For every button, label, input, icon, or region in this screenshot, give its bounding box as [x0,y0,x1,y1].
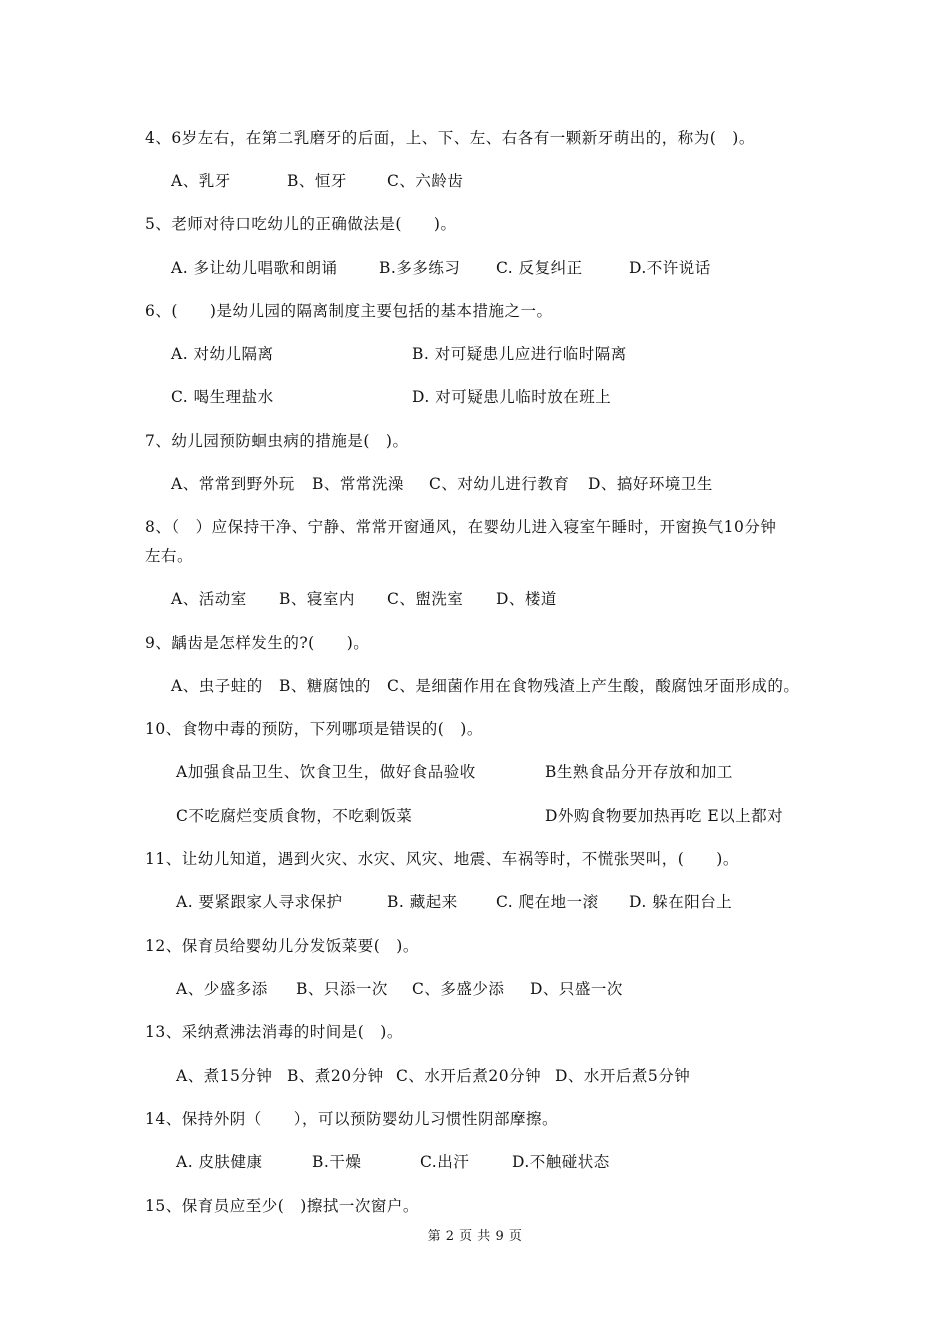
option: A、虫子蛀的 [171,677,263,695]
option: A. 多让幼儿唱歌和朗诵 [171,259,338,277]
option: C. 反复纠正 [496,259,583,277]
option: A、少盛多添 [176,980,268,998]
question-stem: 7、幼儿园预防蛔虫病的措施是( )。 [145,432,409,450]
option: D.不触碰状态 [512,1153,610,1171]
option: A、乳牙 [171,172,231,190]
option: A. 对幼儿隔离 [171,345,274,363]
option: B、恒牙 [287,172,347,190]
question-stem: 5、老师对待口吃幼儿的正确做法是( )。 [145,215,457,233]
question-stem: 14、保持外阴（ ），可以预防婴幼儿习惯性阴部摩擦。 [145,1110,558,1128]
page-number-footer: 第 2 页 共 9 页 [427,1229,523,1244]
option: A. 皮肤健康 [176,1153,263,1171]
question-stem: 6、( )是幼儿园的隔离制度主要包括的基本措施之一。 [145,302,553,320]
question-stem: 12、保育员给婴幼儿分发饭菜要( )。 [145,937,419,955]
question-stem: 11、让幼儿知道，遇到火灾、水灾、风灾、地震、车祸等时，不慌张哭叫，( )。 [145,850,739,868]
option: A. 要紧跟家人寻求保护 [176,893,343,911]
option: A、常常到野外玩 [171,475,295,493]
option: D. 躲在阳台上 [629,893,733,911]
option: B、寝室内 [279,590,355,608]
option: D、楼道 [496,590,557,608]
option: B. 藏起来 [387,893,458,911]
question-stem: 10、食物中毒的预防，下列哪项是错误的( )。 [145,720,483,738]
option: C. 喝生理盐水 [171,388,274,406]
option: D、只盛一次 [530,980,623,998]
question-stem: 15、保育员应至少( )擦拭一次窗户。 [145,1197,419,1215]
option: D. 对可疑患儿临时放在班上 [412,388,612,406]
question-stem: 13、采纳煮沸法消毒的时间是( )。 [145,1023,403,1041]
option: C.出汗 [420,1153,470,1171]
option: C、对幼儿进行教育 [429,475,570,493]
option: C、水开后煮20分钟 [396,1067,542,1085]
option: D外购食物要加热再吃 E以上都对 [545,807,784,825]
option: C、是细菌作用在食物残渣上产生酸，酸腐蚀牙面形成的。 [387,677,800,695]
option: C、盥洗室 [387,590,464,608]
option: C不吃腐烂变质食物，不吃剩饭菜 [176,807,413,825]
question-stem: 8、（ ）应保持干净、宁静、常常开窗通风，在婴幼儿进入寝室午睡时，开窗换气10分钟 [145,518,777,536]
option: D、水开后煮5分钟 [555,1067,691,1085]
option: B.干燥 [312,1153,362,1171]
option: A、煮15分钟 [176,1067,273,1085]
option: B、只添一次 [296,980,388,998]
option: B.多多练习 [379,259,461,277]
option: B、常常洗澡 [312,475,404,493]
question-stem: 9、龋齿是怎样发生的?( )。 [145,634,370,652]
option: B、煮20分钟 [287,1067,384,1085]
option: B、糖腐蚀的 [279,677,371,695]
option: A、活动室 [171,590,247,608]
option: C、多盛少添 [412,980,505,998]
question-stem: 4、6岁左右，在第二乳磨牙的后面，上、下、左、右各有一颗新牙萌出的，称为( )。 [145,129,755,147]
question-stem-continued: 左右。 [145,547,194,565]
option: B. 对可疑患儿应进行临时隔离 [412,345,627,363]
option: A加强食品卫生、饮食卫生，做好食品验收 [176,763,476,781]
option: B生熟食品分开存放和加工 [545,763,733,781]
option: D.不许说话 [629,259,711,277]
option: C. 爬在地一滚 [496,893,599,911]
option: D、搞好环境卫生 [588,475,713,493]
option: C、六龄齿 [387,172,464,190]
